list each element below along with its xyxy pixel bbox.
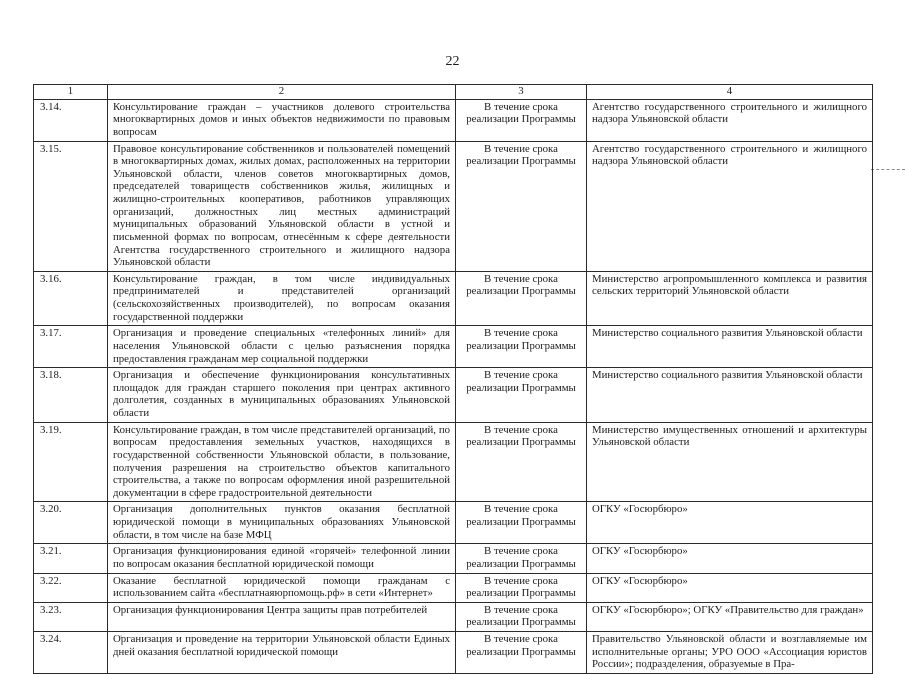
term-text: В течение срока реализации Программы bbox=[456, 271, 587, 326]
activity-text: Организация дополнительных пунктов оказания бесплатной юридической помощи в муниципальных образованиях Ульяновской области, в том числе на базе МФЦ bbox=[108, 502, 456, 544]
row-number: 3.17. bbox=[34, 326, 108, 368]
program-measures-table bbox=[33, 84, 873, 674]
table-body bbox=[34, 99, 873, 673]
row-number: 3.14. bbox=[34, 99, 108, 141]
row-number: 3.24. bbox=[34, 632, 108, 674]
table-row bbox=[34, 632, 873, 674]
activity-text: Организация функционирования единой «горячей» телефонной линии по вопросам оказания бесплатной юридической помощи bbox=[108, 544, 456, 573]
term-text: В течение срока реализации Программы bbox=[456, 141, 587, 271]
table-row bbox=[34, 422, 873, 502]
term-text: В течение срока реализации Программы bbox=[456, 544, 587, 573]
table-row bbox=[34, 99, 873, 141]
table-row bbox=[34, 602, 873, 631]
column-header-4: 4 bbox=[587, 85, 873, 100]
row-number: 3.22. bbox=[34, 573, 108, 602]
table-row bbox=[34, 141, 873, 271]
activity-text: Консультирование граждан, в том числе представителей организаций, по вопросам предоставления земельных участков, находящихся в государственной собственности Ульяновской области, в пользование, получения разрешения на строительство объектов капитального строительства, а также по вопросам оформления иной разрешительной документации в сфере градостроительной деятельности bbox=[108, 422, 456, 502]
responsible-text: Агентство государственного строительного и жилищного надзора Ульяновской области bbox=[587, 141, 873, 271]
activity-text: Организация и проведение на территории Ульяновской области Единых дней оказания бесплатной юридической помощи bbox=[108, 632, 456, 674]
term-text: В течение срока реализации Программы bbox=[456, 326, 587, 368]
table-row bbox=[34, 271, 873, 326]
row-number: 3.20. bbox=[34, 502, 108, 544]
responsible-text: ОГКУ «Госюрбюро» bbox=[587, 502, 873, 544]
activity-text: Правовое консультирование собственников и пользователей помещений в многоквартирных домах, жилых домах, расположенных на территории Ульяновской области, членов советов многоквартирных домов, председателей товариществ собственников жилья, жилищных и жилищно-строительных кооперативов, работников управляющих организаций, должностных лиц местных администраций муниципальных образований Ульяновской области в устной и письменной формах по вопросам, отнесённым к сфере деятельности Агентства государственного строительного и жилищного надзора Ульяновской области bbox=[108, 141, 456, 271]
table-row bbox=[34, 573, 873, 602]
table-row bbox=[34, 502, 873, 544]
responsible-text: ОГКУ «Госюрбюро» bbox=[587, 573, 873, 602]
term-text: В течение срока реализации Программы bbox=[456, 99, 587, 141]
row-number: 3.19. bbox=[34, 422, 108, 502]
table-column-number-row bbox=[34, 85, 873, 100]
row-number: 3.21. bbox=[34, 544, 108, 573]
responsible-text: Министерство социального развития Ульяновской области bbox=[587, 368, 873, 423]
activity-text: Организация функционирования Центра защиты прав потребителей bbox=[108, 602, 456, 631]
term-text: В течение срока реализации Программы bbox=[456, 368, 587, 423]
activity-text: Консультирование граждан, в том числе индивидуальных предпринимателей и представителей организаций (сельскохозяйственных производителей), по вопросам оказания государственной поддержки bbox=[108, 271, 456, 326]
activity-text: Оказание бесплатной юридической помощи гражданам с использованием сайта «бесплатнаяюрпомощь.рф» в сети «Интернет» bbox=[108, 573, 456, 602]
term-text: В течение срока реализации Программы bbox=[456, 573, 587, 602]
table-row bbox=[34, 544, 873, 573]
term-text: В течение срока реализации Программы bbox=[456, 422, 587, 502]
responsible-text: Правительство Ульяновской области и возглавляемые им исполнительные органы; УРО ООО «Ассоциация юристов России»; подразделения, образуемые в Пра- bbox=[587, 632, 873, 674]
row-number: 3.18. bbox=[34, 368, 108, 423]
responsible-text: Министерство социального развития Ульяновской области bbox=[587, 326, 873, 368]
activity-text: Организация и проведение специальных «телефонных линий» для населения Ульяновской области с целью разъяснения порядка предоставления гражданам мер социальной поддержки bbox=[108, 326, 456, 368]
responsible-text: Министерство имущественных отношений и архитектуры Ульяновской области bbox=[587, 422, 873, 502]
row-number: 3.15. bbox=[34, 141, 108, 271]
table-row bbox=[34, 368, 873, 423]
row-number: 3.23. bbox=[34, 602, 108, 631]
row-number: 3.16. bbox=[34, 271, 108, 326]
activity-text: Организация и обеспечение функционирования консультативных площадок для граждан старшего поколения при центрах активного долголетия, созданных в муниципальных образованиях Ульяновской области bbox=[108, 368, 456, 423]
term-text: В течение срока реализации Программы bbox=[456, 502, 587, 544]
table-row bbox=[34, 326, 873, 368]
term-text: В течение срока реализации Программы bbox=[456, 602, 587, 631]
term-text: В течение срока реализации Программы bbox=[456, 632, 587, 674]
responsible-text: ОГКУ «Госюрбюро»; ОГКУ «Правительство для граждан» bbox=[587, 602, 873, 631]
activity-text: Консультирование граждан – участников долевого строительства многоквартирных домов и иных объектов недвижимости по правовым вопросам bbox=[108, 99, 456, 141]
responsible-text: Агентство государственного строительного и жилищного надзора Ульяновской области bbox=[587, 99, 873, 141]
responsible-text: Министерство агропромышленного комплекса и развития сельских территорий Ульяновской области bbox=[587, 271, 873, 326]
responsible-text: ОГКУ «Госюрбюро» bbox=[587, 544, 873, 573]
column-header-2: 2 bbox=[108, 85, 456, 100]
page-number: 22 bbox=[445, 54, 460, 69]
column-header-3: 3 bbox=[456, 85, 587, 100]
margin-annotation-mark bbox=[871, 169, 905, 170]
column-header-1: 1 bbox=[34, 85, 108, 100]
